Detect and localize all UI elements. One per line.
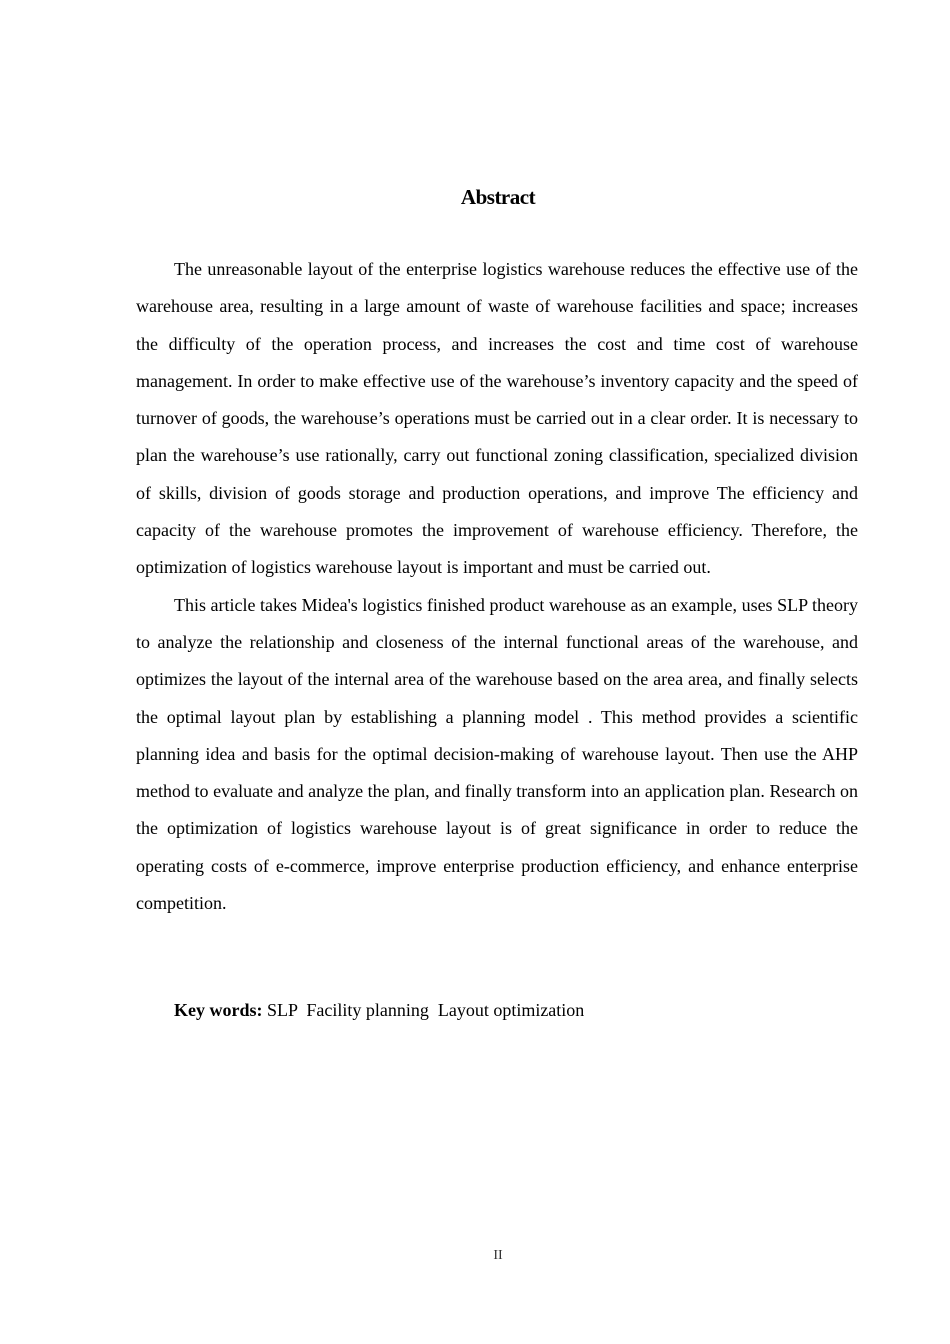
abstract-body: [136, 251, 858, 922]
keywords-value: SLP Facility planning Layout optimization: [262, 1000, 585, 1020]
abstract-paragraph-1: The unreasonable layout of the enterprise logistics warehouse reduces the effective use of the warehouse area, resulting in a large amount of waste of warehouse facilities and space; increases the difficulty of the operation process, and increases the cost and time cost of warehouse management. In order to make effective use of the warehouse’s inventory capacity and the speed of turnover of goods, the warehouse’s operations must be carried out in a clear order. It is necessary to plan the warehouse’s use rationally, carry out functional zoning classification, specialized division of skills, division of goods storage and production operations, and improve The efficiency and capacity of the warehouse promotes the improvement of warehouse efficiency. Therefore, the optimization of logistics warehouse layout is important and must be carried out.: [136, 259, 858, 578]
abstract-paragraph-2: This article takes Midea's logistics finished product warehouse as an example, uses SLP theory to analyze the relationship and closeness of the internal functional areas of the warehouse, and optimizes the layout of the internal area of the warehouse based on the area area, and finally selects the optimal layout plan by establishing a planning model . This method provides a scientific planning idea and basis for the optimal decision-making of warehouse layout. Then use the AHP method to evaluate and analyze the plan, and finally transform into an application plan. Research on the optimization of logistics warehouse layout is of great significance in order to reduce the operating costs of e-commerce, improve enterprise production efficiency, and enhance enterprise competition.: [136, 594, 858, 914]
page-number: II: [493, 1248, 503, 1263]
keywords-line: [174, 996, 584, 1024]
keywords-label: Key words:: [174, 1000, 263, 1020]
abstract-title: Abstract: [460, 185, 536, 209]
